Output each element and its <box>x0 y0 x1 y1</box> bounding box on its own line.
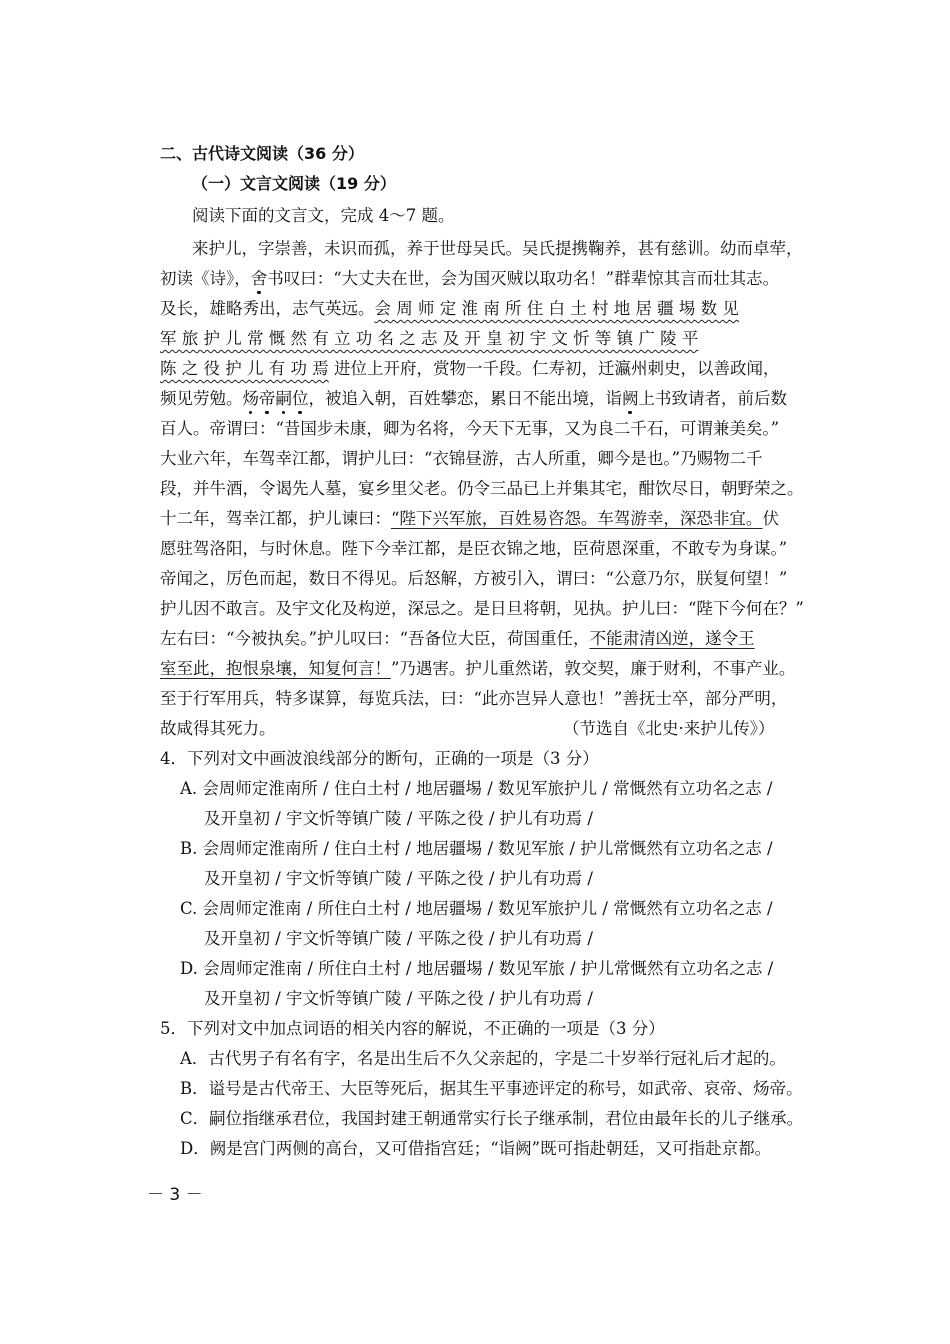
option-a-continued: 及开皇初 / 宇文忻等镇广陵 / 平陈之役 / 护儿有功焉 / <box>204 809 593 828</box>
option-c: C．嗣位指继承君位，我国封建王朝通常实行长子继承制，君位由最年长的儿子继承。 <box>180 1109 804 1128</box>
dotted-word: 嗣 <box>275 389 292 408</box>
option-a: A．古代男子有名有字，名是出生后不久父亲起的，字是二十岁举行冠礼后才起的。 <box>180 1049 786 1068</box>
passage-line: 左右曰：“今被执矣。”护儿叹曰：“吾备位大臣，荷国重任，不能肃清凶逆，遂令王 <box>160 629 755 648</box>
passage-line: 及长，雄略秀出，志气英远。会 周 师 定 淮 南 所 住 白 土 村 地 居 疆 埸 数 见 <box>160 299 739 318</box>
passage-line: 频见劳勉。炀帝嗣位，被追入朝，百姓攀恋，累日不能出境，诣阙上书致请者，前后数 <box>160 389 787 408</box>
passage-line: 百人。帝谓曰：“昔国步未康，卿为名将，今天下无事，又为良二千石，可谓兼美矣。” <box>160 419 780 438</box>
underlined-text: 不能肃清凶逆，遂令王 <box>589 629 755 648</box>
option-d: D．阙是宫门两侧的高台，又可借指宫廷；“诣阙”既可指赴朝廷，又可指赴京都。 <box>180 1139 772 1158</box>
dotted-word: 帝 <box>259 389 276 408</box>
passage-line: 愿驻驾洛阳，与时休息。陛下今幸江都，是臣衣锦之地，臣荷恩深重，不敢专为身谋。” <box>160 539 788 558</box>
passage-line: 至于行军用兵，特多谋算，每览兵法，曰：“此亦岂异人意也！”善抚士卒，部分严明， <box>160 689 788 708</box>
passage-line: 段，并牛酒，令谒先人墓，宴乡里父老。仍令三品已上并集其宅，酣饮尽日，朝野荣之。 <box>160 479 804 498</box>
option-b-continued: 及开皇初 / 宇文忻等镇广陵 / 平陈之役 / 护儿有功焉 / <box>204 869 593 888</box>
dotted-word: 阙 <box>622 389 639 408</box>
passage-line: 室至此，抱恨泉壤，知复何言！”乃遇害。护儿重然诺，敦交契，廉于财利，不事产业。 <box>160 659 796 678</box>
instruction: 阅读下面的文言文，完成 4～7 题。 <box>192 206 455 225</box>
option-b: B. 会周师定淮南所 / 住白土村 / 地居疆埸 / 数见军旅 / 护儿常慨然有立功名之志 / <box>180 839 773 858</box>
passage-line: 十二年，驾幸江都，护儿谏曰：“陛下兴军旅，百姓易咨怨。车驾游幸，深恐非宜。伏 <box>160 509 779 528</box>
option-c: C. 会周师定淮南 / 所住白土村 / 地居疆埸 / 数见军旅护儿 / 常慨然有立功名之志 / <box>180 899 773 918</box>
option-b: B．谥号是古代帝王、大臣等死后，据其生平事迹评定的称号，如武帝、哀帝、炀帝。 <box>180 1079 803 1098</box>
question-stem: 4．下列对文中画波浪线部分的断句，正确的一项是（3 分） <box>160 749 599 768</box>
section-title: 二、古代诗文阅读（36 分） <box>160 144 364 163</box>
wavy-underlined-text: 会 周 师 定 淮 南 所 住 白 土 村 地 居 疆 埸 数 见 <box>374 299 739 318</box>
option-d: D. 会周师定淮南 / 所住白土村 / 地居疆埸 / 数见军旅 / 护儿常慨然有立功名之志 / <box>180 959 774 978</box>
passage-line: 陈 之 役 护 儿 有 功 焉 进位上开府，赏物一千段。仁寿初，迁瀛州刺史，以善政闻， <box>160 359 780 378</box>
page-number: － 3 － <box>147 1185 203 1205</box>
passage-line: 故咸得其死力。 <box>160 719 276 738</box>
question-stem: 5．下列对文中加点词语的相关内容的解说，不正确的一项是（3 分） <box>160 1019 665 1038</box>
wavy-underlined-text: 陈 之 役 护 儿 有 功 焉 <box>160 359 329 378</box>
dotted-word: 舍 <box>250 269 268 288</box>
passage-line: 护儿因不敢言。及宇文化及构逆，深忌之。是日旦将朝，见执。护儿曰：“陛下今何在？” <box>160 599 804 618</box>
option-a: A. 会周师定淮南所 / 住白土村 / 地居疆埸 / 数见军旅护儿 / 常慨然有立功名之志 / <box>180 779 773 798</box>
option-c-continued: 及开皇初 / 宇文忻等镇广陵 / 平陈之役 / 护儿有功焉 / <box>204 929 593 948</box>
passage-line: 帝闻之，厉色而起，数日不得见。后怒解，方被引入，谓曰：“公意乃尔，朕复何望！” <box>160 569 788 588</box>
passage-line: 初读《诗》，舍书叹曰：“大丈夫在世，会为国灭贼以取功名！”群辈惊其言而壮其志。 <box>160 269 780 288</box>
option-d-continued: 及开皇初 / 宇文忻等镇广陵 / 平陈之役 / 护儿有功焉 / <box>204 989 593 1008</box>
underlined-text: 室至此，抱恨泉壤，知复何言！ <box>160 659 391 678</box>
passage-line: 来护儿，字崇善，未识而孤，养于世母吴氏。吴氏提携鞠养，甚有慈训。幼而卓荦， <box>192 239 803 258</box>
passage-line: 大业六年，车驾幸江都，谓护儿曰：“衣锦昼游，古人所重，卿今是也。”乃赐物二千 <box>160 449 763 468</box>
passage-source: （节选自《北史·来护儿传》） <box>563 719 775 738</box>
underlined-text: “陛下兴军旅，百姓易咨怨。车驾游幸，深恐非宜。 <box>391 509 763 528</box>
subsection-title: （一）文言文阅读（19 分） <box>192 174 396 193</box>
dotted-word: 位 <box>292 389 309 408</box>
passage-line <box>160 328 698 350</box>
wavy-underlined-text: 军 旅 护 儿 常 慨 然 有 立 功 名 之 志 及 开 皇 初 宇 文 忻 等 镇 广 陵 平 <box>160 329 699 348</box>
dotted-word: 炀 <box>242 389 259 408</box>
